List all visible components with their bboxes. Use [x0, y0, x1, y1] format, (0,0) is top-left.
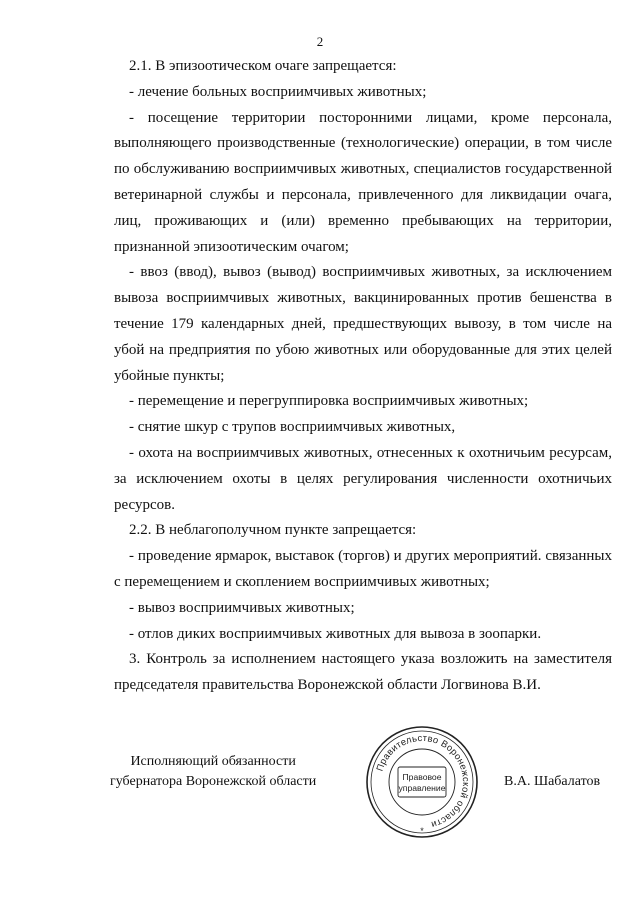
signatory-position	[110, 752, 316, 792]
paragraph-item: - ввоз (ввод), вывоз (вывод) восприимчивых животных, за исключением вывоза восприимчивых животных, вакцинированных против бешенства в течение 179 календарных дней, предшествующих вывозу, в том числе на убой на предприятия по убою животных или оборудованные для этих целей убойные пункты;	[114, 264, 612, 384]
official-seal-stamp	[364, 724, 480, 840]
signatory-name: В.А. Шабалатов	[504, 774, 601, 789]
paragraph-item: - снятие шкур с трупов восприимчивых животных,	[129, 419, 456, 436]
paragraph-item: - отлов диких восприимчивых животных для вывоза в зоопарки.	[129, 625, 542, 642]
page-number: 2	[316, 34, 324, 49]
paragraph-item: - перемещение и перегруппировка восприимчивых животных;	[129, 393, 529, 410]
signatory-position-line1: Исполняющий обязанности	[130, 754, 296, 769]
paragraph-item: - проведение ярмарок, выставок (торгов) и других мероприятий. связанных с перемещением и скоплением восприимчивых животных;	[114, 548, 612, 590]
seal-ring-text: Правительство Воронежской области	[373, 731, 473, 831]
seal-outer-ring	[367, 727, 477, 837]
seal-center-line2: управление	[398, 783, 446, 793]
signatory-position-line2: губернатора Воронежской области	[110, 774, 317, 789]
paragraph-3-control: 3. Контроль за исполнением настоящего указа возложить на заместителя председателя правительства Воронежской области Логвинова В.И.	[114, 651, 612, 694]
paragraph-item: - посещение территории посторонними лицами, кроме персонала, выполняющего производственные (технологические) операции, в том числе по обслуживанию восприимчивых животных, специалистов государственной ветеринарной службы и персонала, привлеченного для ликвидации очага, лиц, проживающих и (или) временно пребывающих на территории, признанной эпизоотическим очагом;	[114, 109, 612, 255]
seal-star: *	[420, 826, 424, 836]
document-body	[114, 54, 612, 699]
seal-outer-ring-inner	[371, 731, 473, 833]
seal-inner-ring	[389, 749, 455, 815]
seal-center-line1: Правовое	[402, 772, 442, 782]
paragraph-item: - охота на восприимчивых животных, отнесенных к охотничьим ресурсам, за исключением охоты в целях регулирования численности охотничьих ресурсов.	[114, 444, 612, 513]
paragraph-item: - лечение больных восприимчивых животных;	[129, 83, 427, 100]
paragraph-2-1-heading: 2.1. В эпизоотическом очаге запрещается:	[129, 58, 397, 74]
paragraph-item: - вывоз восприимчивых животных;	[129, 599, 355, 616]
paragraph-2-2-heading: 2.2. В неблагополучном пункте запрещается:	[129, 522, 417, 539]
